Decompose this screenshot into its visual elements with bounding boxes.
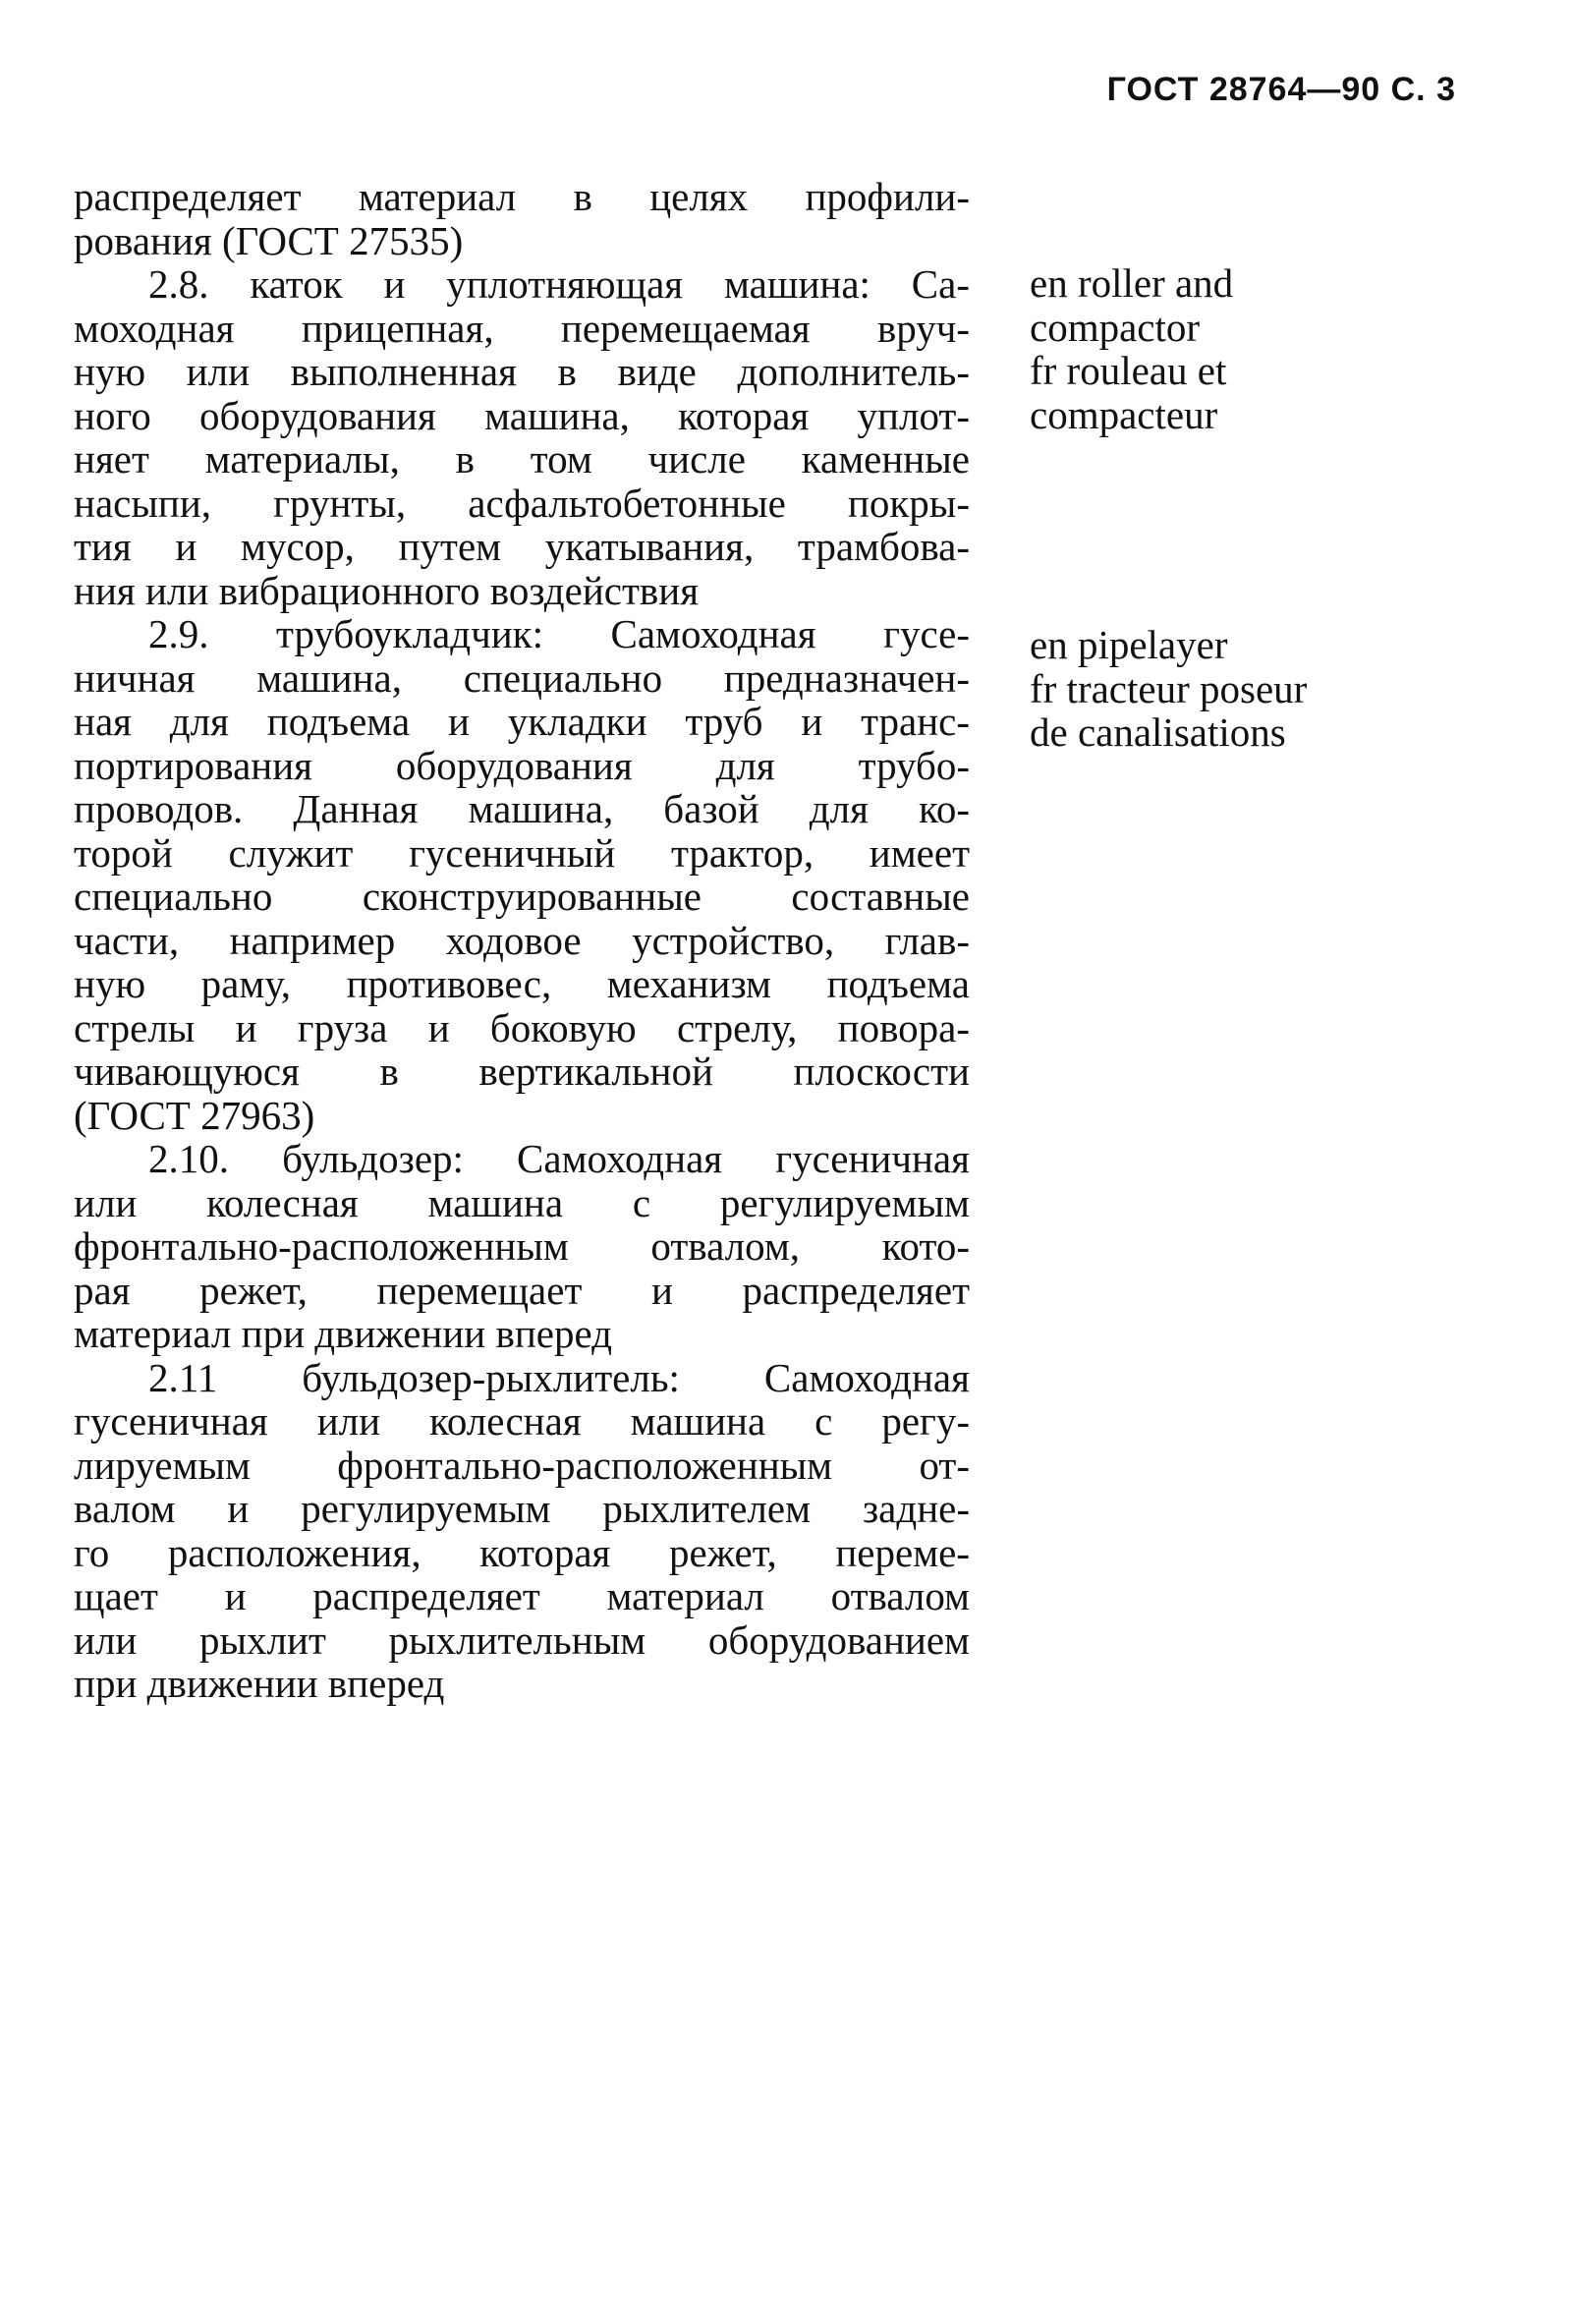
text-line: рования (ГОСТ 27535) xyxy=(74,217,464,263)
side-term-line: fr tracteur poseur xyxy=(1030,665,1308,711)
text-line: гусеничная или колесная машина с регу- xyxy=(74,1398,970,1444)
text-line: части, например ходовое устройство, глав- xyxy=(74,917,970,963)
text-line: портирования оборудования для трубо- xyxy=(74,742,970,788)
text-line: 2.9. трубоукладчик: Самоходная гусе- xyxy=(148,611,970,656)
text-line: 2.8. каток и уплотняющая машина: Са- xyxy=(148,261,970,307)
side-term-pipelayer xyxy=(1030,623,1307,755)
text-line: насыпи, грунты, асфальтобетонные покры- xyxy=(74,480,970,526)
side-term-line: compacteur xyxy=(1030,391,1218,437)
text-line: моходная прицепная, перемещаемая вруч- xyxy=(74,305,970,351)
text-line: ная для подъема и укладки труб и транс- xyxy=(74,699,970,744)
side-term-line: compactor xyxy=(1030,304,1201,350)
entry-continuation xyxy=(74,175,970,262)
text-line: торой служит гусеничный трактор, имеет xyxy=(74,829,970,876)
text-line: стрелы и груза и боковую стрелу, повора- xyxy=(74,1004,970,1050)
side-term-line: en pipelayer xyxy=(1030,622,1228,667)
text-line: ную раму, противовес, механизм подъема xyxy=(74,961,970,1006)
text-line: ния или вибрационного воздействия xyxy=(74,567,700,613)
text-line: щает и распределяет материал отвалом xyxy=(74,1573,970,1618)
side-term-line: en roller and xyxy=(1030,260,1234,306)
entry-2-10-bulldozer xyxy=(74,1137,970,1356)
text-line: при движении вперед xyxy=(74,1661,445,1706)
entry-2-11-bulldozer-ripper xyxy=(74,1356,970,1706)
text-line: фронтально-расположенным отвалом, кото- xyxy=(74,1223,970,1269)
side-term-roller xyxy=(1030,261,1233,436)
text-line: 2.10. бульдозер: Самоходная гусеничная xyxy=(148,1136,970,1181)
side-term-line: fr rouleau et xyxy=(1030,348,1227,393)
text-line: ную или выполненная в виде дополнитель- xyxy=(74,349,970,394)
entry-2-9-pipelayer xyxy=(74,612,970,1137)
main-text-column xyxy=(74,175,970,1706)
side-term-line: de canalisations xyxy=(1030,709,1286,755)
text-line: проводов. Данная машина, базой для ко- xyxy=(74,786,970,831)
text-line: ного оборудования машина, которая уплот- xyxy=(74,392,970,438)
text-line: лируемым фронтально-расположенным от- xyxy=(74,1442,970,1488)
text-line: валом и регулируемым рыхлителем задне- xyxy=(74,1486,970,1531)
text-line: 2.11 бульдозер-рыхлитель: Самоходная xyxy=(148,1354,970,1400)
text-line: ничная машина, специально предназначен- xyxy=(74,654,970,701)
text-line: или рыхлит рыхлительным оборудованием xyxy=(74,1616,970,1663)
text-line: специально сконструированные составные xyxy=(74,874,970,919)
text-line: распределяет материал в целях профили- xyxy=(74,174,970,219)
entry-2-8-roller xyxy=(74,262,970,612)
text-line: (ГОСТ 27963) xyxy=(74,1092,315,1138)
text-line: тия и мусор, путем укатывания, трамбова- xyxy=(74,524,970,569)
text-line: материал при движении вперед xyxy=(74,1311,612,1356)
text-line: няет материалы, в том числе каменные xyxy=(74,436,970,482)
text-line: рая режет, перемещает и распределяет xyxy=(74,1267,970,1313)
page-header: ГОСТ 28764—90 С. 3 xyxy=(1106,71,1456,108)
text-line: го расположения, которая режет, переме- xyxy=(74,1529,970,1575)
text-line: чивающуюся в вертикальной плоскости xyxy=(74,1049,970,1094)
text-line: или колесная машина с регулируемым xyxy=(74,1179,970,1225)
